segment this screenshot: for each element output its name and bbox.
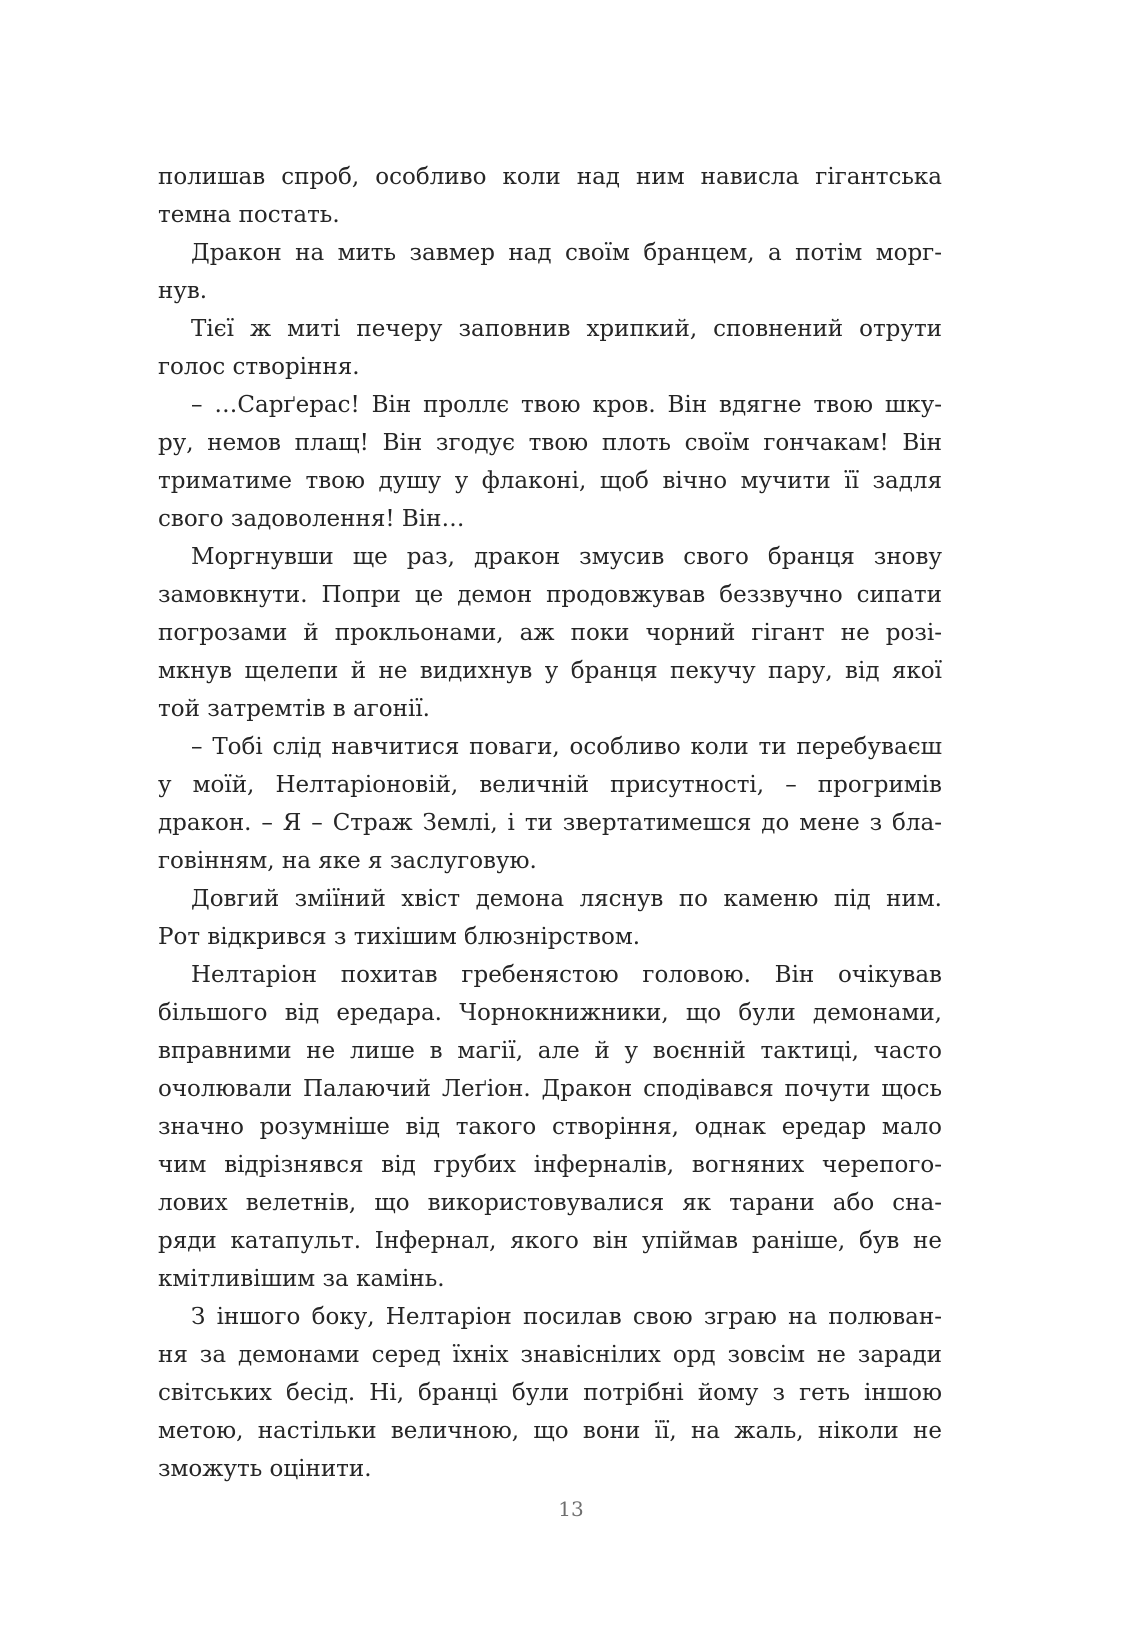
text-line: більшого від ередара. Чорнокнижники, що були демонами, <box>158 1000 942 1026</box>
text-line: нув. <box>158 278 208 304</box>
text-line: очолювали Палаючий Леґіон. Дракон сподівався почути щось <box>158 1076 942 1102</box>
page-number: 13 <box>558 1497 584 1521</box>
text-line: лових велетнів, що використовувалися як тарани або сна- <box>158 1190 942 1216</box>
text-line: – Тобі слід навчитися поваги, особливо коли ти перебуваєш <box>191 734 942 760</box>
text-line: той затремтів в агонії. <box>158 696 430 722</box>
text-line: кмітливішим за камінь. <box>158 1266 445 1292</box>
text-line: метою, настільки величною, що вони її, на жаль, ніколи не <box>158 1418 942 1444</box>
text-line: Тієї ж миті печеру заповнив хрипкий, сповнений отрути <box>191 316 942 342</box>
text-line: Дракон на мить завмер над своїм бранцем, а потім морг- <box>191 240 942 266</box>
text-line: Рот відкрився з тихішим блюзнірством. <box>158 924 641 950</box>
text-line: значно розумніше від такого створіння, однак ередар мало <box>158 1114 942 1140</box>
text-line: світських бесід. Ні, бранці були потрібні йому з геть іншою <box>158 1380 942 1406</box>
text-line: мкнув щелепи й не видихнув у бранця пекучу пару, від якої <box>158 658 942 684</box>
text-line: Нелтаріон похитав гребенястою головою. Він очікував <box>191 962 942 988</box>
text-line: – …Сарґерас! Він проллє твою кров. Він вдягне твою шку- <box>191 392 942 418</box>
text-line: З іншого боку, Нелтаріон посилав свою зграю на полюван- <box>191 1304 942 1330</box>
text-line: чим відрізнявся від грубих інферналів, вогняних черепого- <box>158 1152 942 1178</box>
text-line: Моргнувши ще раз, дракон змусив свого бранця знову <box>191 544 942 570</box>
text-line: темна постать. <box>158 202 340 228</box>
text-line: замовкнути. Попри це демон продовжував беззвучно сипати <box>158 582 942 608</box>
text-line: свого задоволення! Він… <box>158 506 465 532</box>
text-line: вправними не лише в магії, але й у воєнній тактиці, часто <box>158 1038 942 1064</box>
text-line: ру, немов плащ! Він згодує твою плоть своїм гончакам! Він <box>158 430 942 456</box>
text-line: триматиме твою душу у флаконі, щоб вічно мучити її задля <box>158 468 942 494</box>
text-line: голос створіння. <box>158 354 360 380</box>
text-line: у моїй, Нелтаріоновій, величній присутності, – прогримів <box>158 772 942 798</box>
text-line: ряди катапульт. Інфернал, якого він упіймав раніше, був не <box>158 1228 942 1254</box>
text-line: ня за демонами серед їхніх знавіснілих орд зовсім не заради <box>158 1342 942 1368</box>
page-body <box>158 158 942 1488</box>
text-line: полишав спроб, особливо коли над ним нависла гігантська <box>158 164 942 190</box>
text-line: дракон. – Я – Страж Землі, і ти звертатимешся до мене з бла- <box>158 810 942 836</box>
text-line: зможуть оцінити. <box>158 1456 372 1482</box>
text-line: погрозами й прокльонами, аж поки чорний гігант не розі- <box>158 620 942 646</box>
text-line: Довгий зміїний хвіст демона ляснув по каменю під ним. <box>191 886 942 912</box>
text-line: говінням, на яке я заслуговую. <box>158 848 537 874</box>
